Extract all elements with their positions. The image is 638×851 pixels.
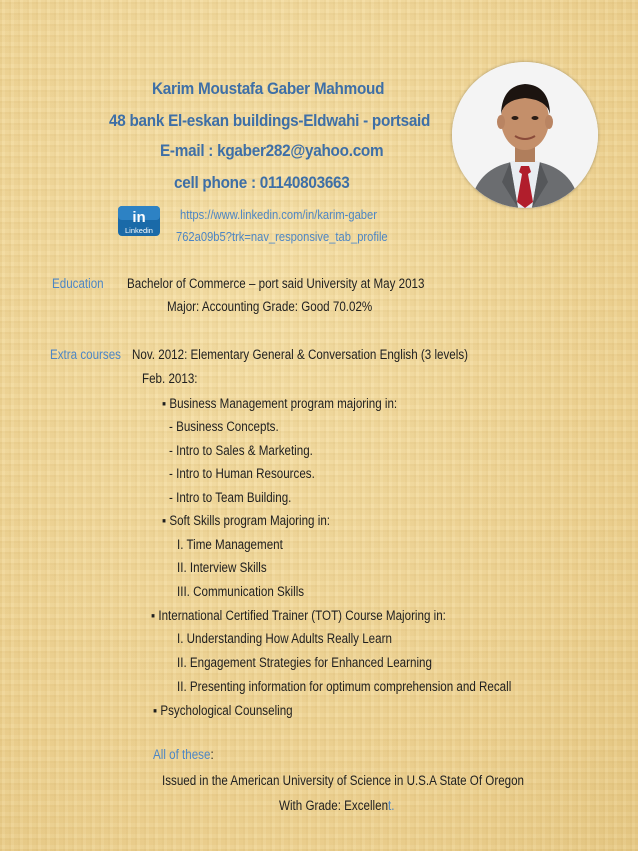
course-item: ▪ International Certified Trainer (TOT) Course Majoring in: <box>151 608 446 623</box>
education-degree: Bachelor of Commerce – port said University at May 2013 <box>127 276 425 291</box>
extra-courses-label: Extra courses <box>50 347 121 362</box>
linkedin-logo-icon[interactable] <box>117 205 161 237</box>
education-label: Education <box>52 276 104 291</box>
course-item: II. Presenting information for optimum comprehension and Recall <box>177 679 512 694</box>
phone-line: cell phone : 01140803663 <box>174 173 350 192</box>
address-line: 48 bank El-eskan buildings-Eldwahi - portsaid <box>109 111 431 130</box>
course-item: ▪ Soft Skills program Majoring in: <box>162 513 331 528</box>
email-line[interactable]: E-mail : kgaber282@yahoo.com <box>160 141 384 160</box>
education-major: Major: Accounting Grade: Good 70.02% <box>167 299 373 314</box>
course-item: - Business Concepts. <box>169 419 279 434</box>
linkedin-url-line1[interactable]: https://www.linkedin.com/in/karim-gaber <box>180 207 377 222</box>
course-line-english: Nov. 2012: Elementary General & Conversation English (3 levels) <box>132 347 469 362</box>
grade-text: With Grade: Excellen <box>279 798 389 813</box>
course-date-feb: Feb. 2013: <box>142 371 198 386</box>
course-item: - Intro to Human Resources. <box>169 466 315 481</box>
linkedin-logo-caption: Linkedin <box>125 226 153 235</box>
course-item: ▪ Psychological Counseling <box>153 703 293 718</box>
course-item: I. Understanding How Adults Really Learn <box>177 631 392 646</box>
grade-line <box>279 798 395 813</box>
course-item: II. Engagement Strategies for Enhanced Learning <box>177 655 432 670</box>
issued-by-line: Issued in the American University of Science in U.S.A State Of Oregon <box>162 773 525 788</box>
course-item: - Intro to Sales & Marketing. <box>169 443 313 458</box>
course-item: I. Time Management <box>177 537 283 552</box>
linkedin-url-line2[interactable]: 762a09b5?trk=nav_responsive_tab_profile <box>176 229 388 244</box>
all-of-these-line <box>153 747 214 762</box>
course-item: ▪ Business Management program majoring in: <box>162 396 398 411</box>
profile-photo <box>452 62 598 208</box>
all-of-these-colon: : <box>210 747 214 762</box>
linkedin-logo-text: in <box>132 209 146 226</box>
course-item: - Intro to Team Building. <box>169 490 292 505</box>
grade-text-end: t. <box>388 798 395 813</box>
all-of-these-label: All of these <box>153 747 211 762</box>
course-item: II. Interview Skills <box>177 560 267 575</box>
course-item: III. Communication Skills <box>177 584 305 599</box>
candidate-name: Karim Moustafa Gaber Mahmoud <box>152 79 385 98</box>
